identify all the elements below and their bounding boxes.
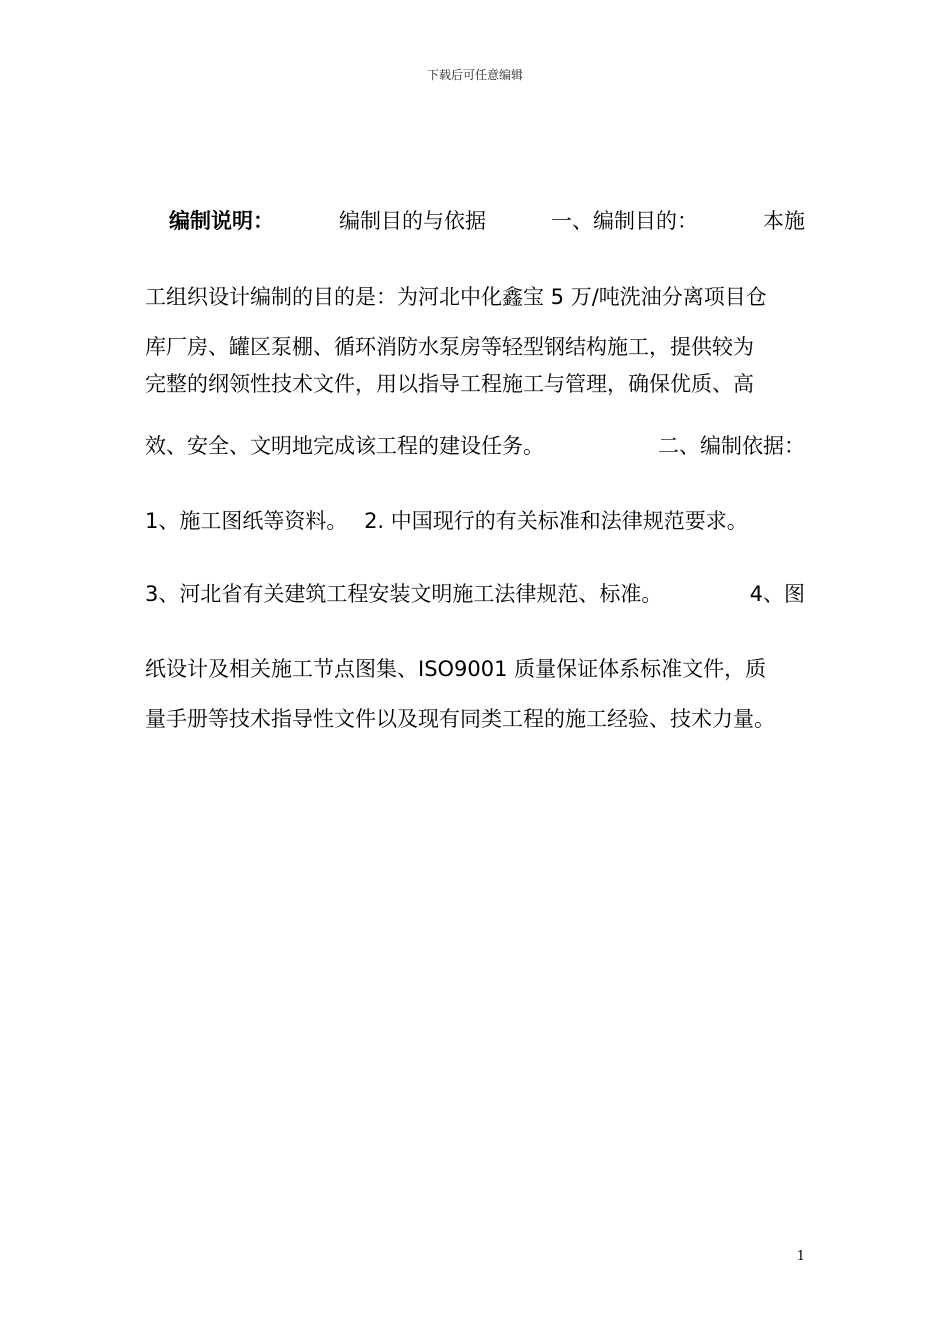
- body-line-6: [145, 507, 805, 535]
- paragraph-text: 效、安全、文明地完成该工程的建设任务。: [145, 434, 544, 458]
- basis-item-2: 2. 中国现行的有关标准和法律规范要求。: [364, 509, 748, 533]
- body-line-9: [145, 705, 805, 733]
- paragraph-text: 工组织设计编制的目的是：为河北中化鑫宝 5 万/吨洗油分离项目仓: [145, 285, 767, 309]
- subsection-basis: 二、编制依据：: [658, 434, 805, 458]
- paragraph-text: 完整的纲领性技术文件，用以指导工程施工与管理，确保优质、高: [145, 372, 754, 396]
- paragraph-text: 库厂房、罐区泵棚、循环消防水泵房等轻型钢结构施工，提供较为: [145, 335, 754, 359]
- page-header: 下载后可任意编辑: [426, 68, 523, 82]
- paragraph-text: 纸设计及相关施工节点图集、ISO9001 质量保证体系标准文件，质: [145, 657, 767, 681]
- subsection-purpose: 一、编制目的：: [551, 209, 698, 233]
- body-line-2: [145, 283, 805, 311]
- body-line-4: [145, 370, 805, 398]
- body-line-1: [145, 207, 805, 235]
- basis-item-4-start: 4、图: [749, 582, 805, 606]
- paragraph-text: 量手册等技术指导性文件以及现有同类工程的施工经验、技术力量。: [145, 707, 775, 731]
- body-line-8: [145, 655, 805, 683]
- section-title: 编制目的与依据: [339, 209, 486, 233]
- basis-item-1: 1、施工图纸等资料。: [145, 509, 348, 533]
- page-number: 1: [796, 1249, 805, 1264]
- document-heading: 编制说明：: [169, 209, 274, 233]
- body-line-7: [145, 580, 805, 608]
- paragraph-start: 本施: [763, 209, 805, 233]
- body-line-3: [145, 333, 805, 361]
- basis-item-3: 3、河北省有关建筑工程安装文明施工法律规范、标准。: [145, 582, 663, 606]
- body-line-5: [145, 432, 805, 460]
